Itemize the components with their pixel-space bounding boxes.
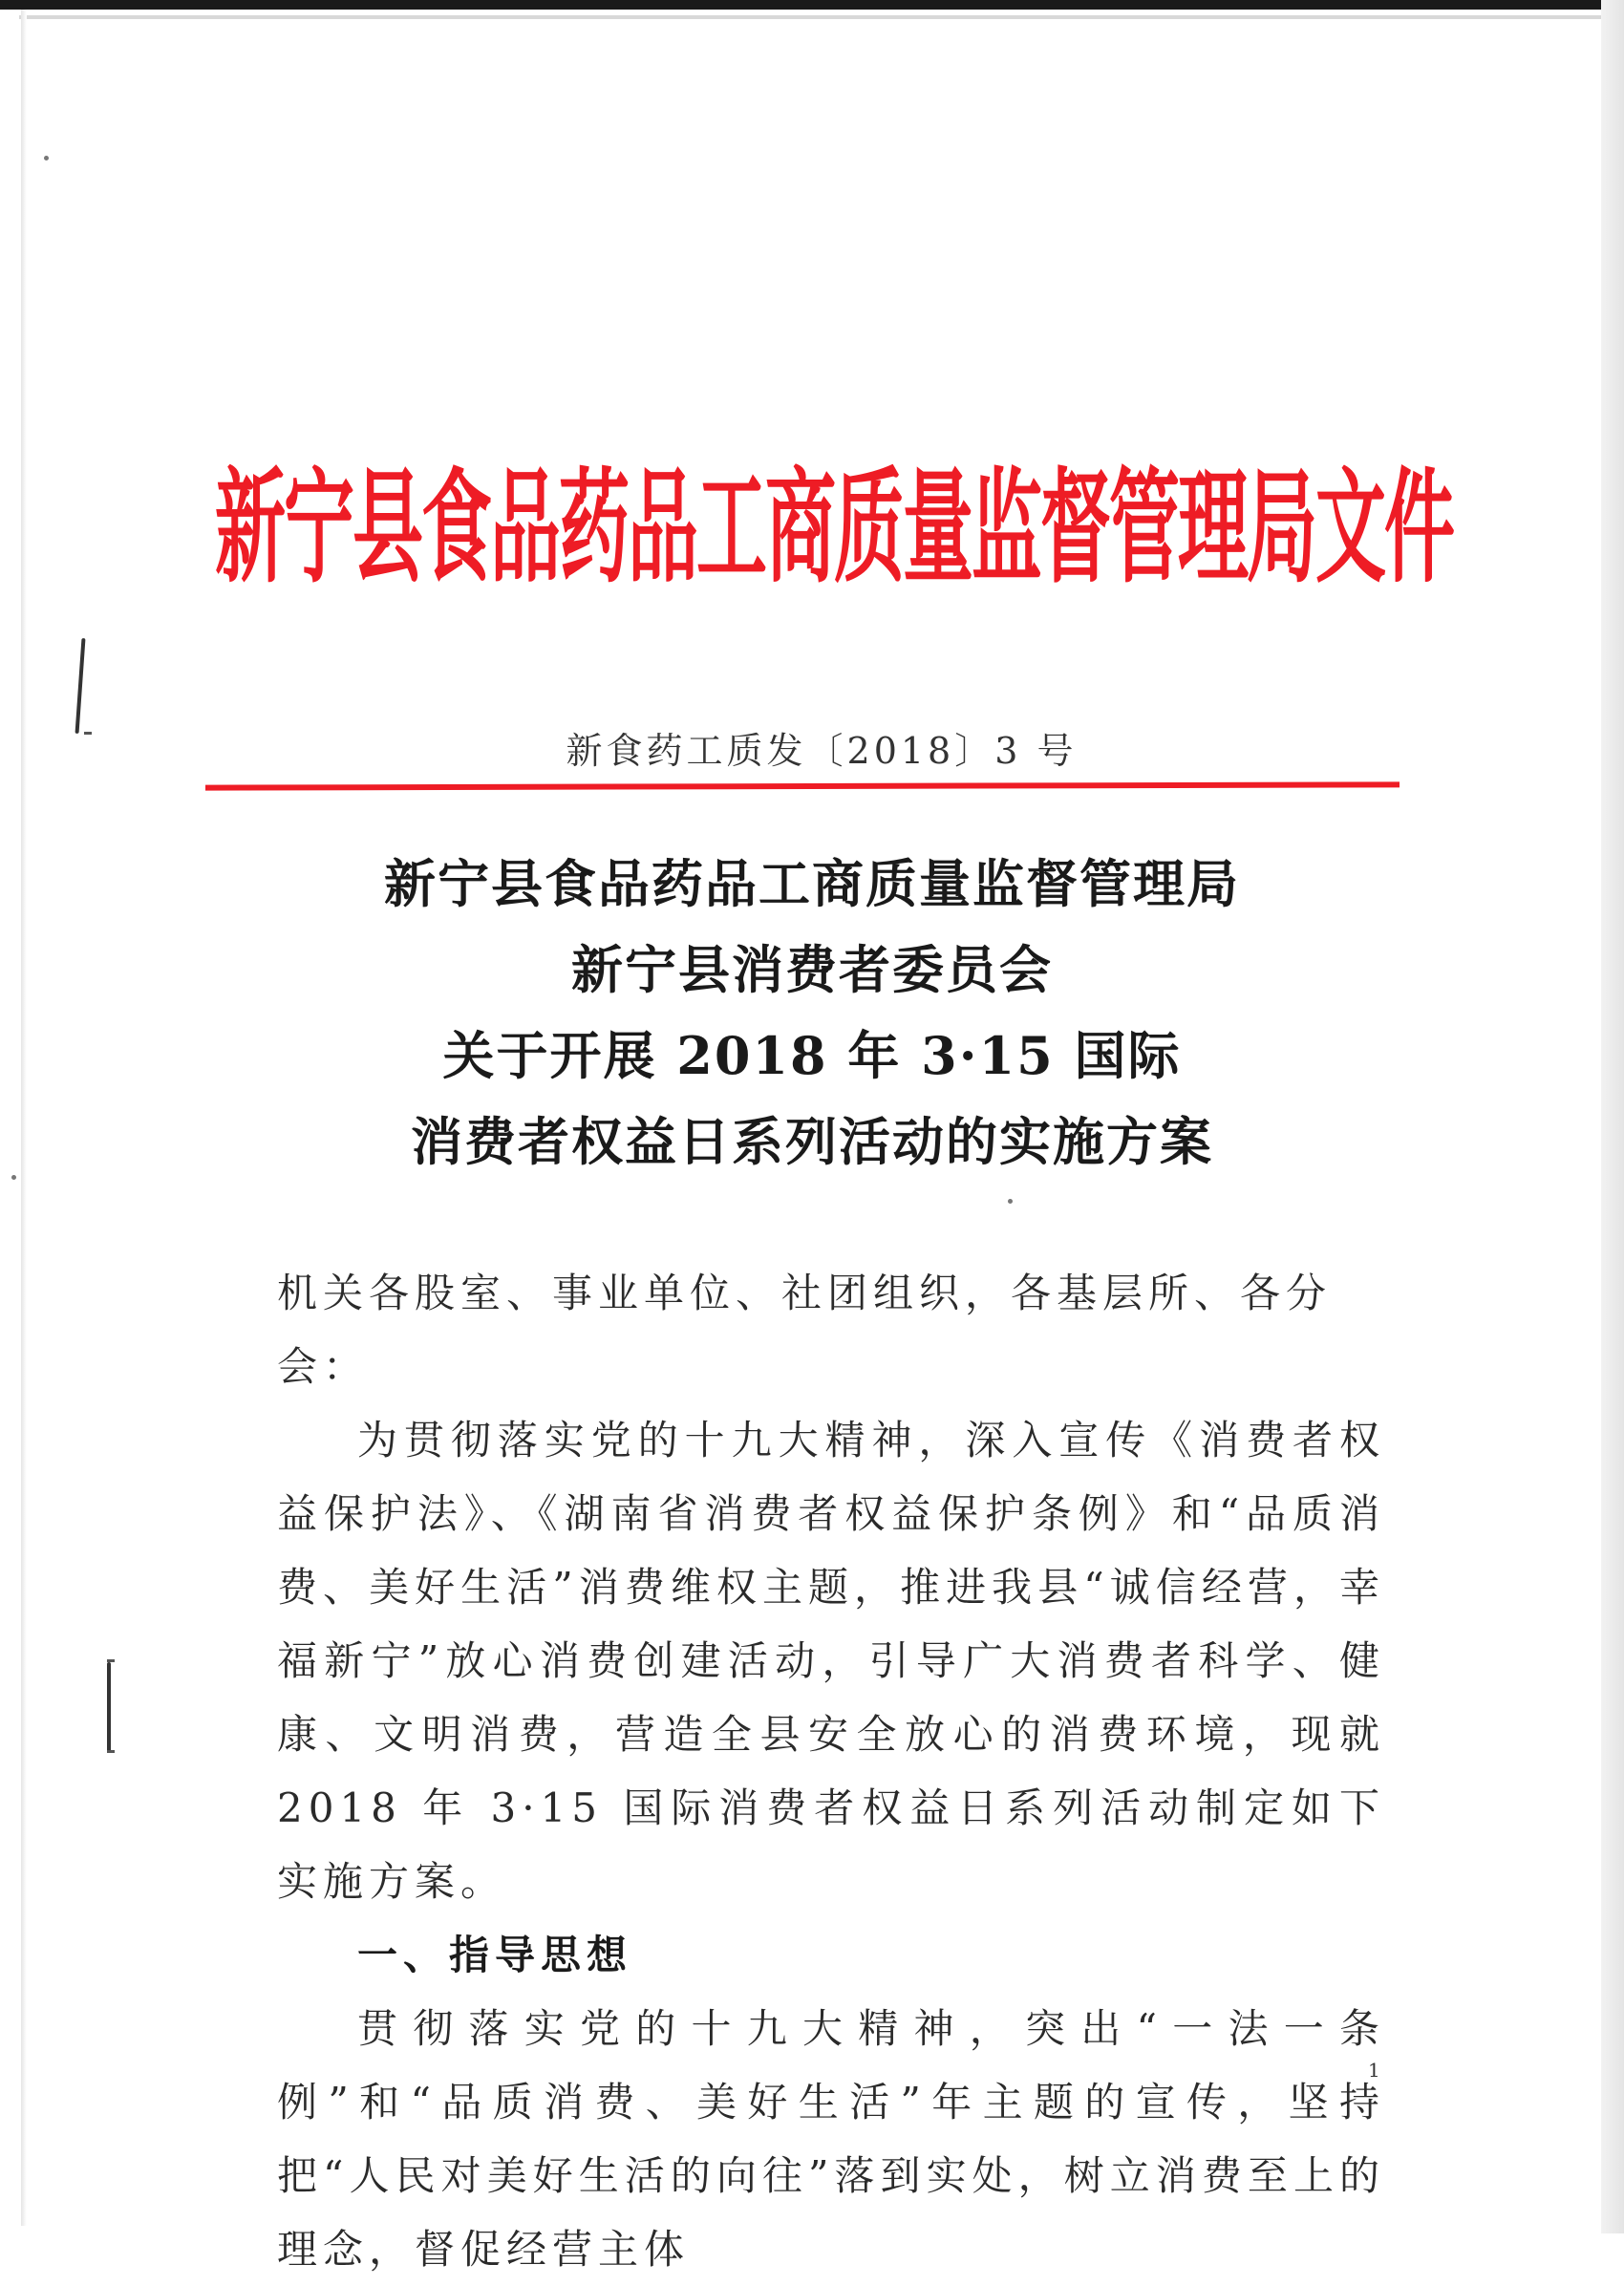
scan-top-edge bbox=[0, 0, 1624, 10]
staple-end bbox=[107, 1659, 115, 1662]
scan-left-shadow bbox=[21, 10, 27, 2226]
page-number: 1 bbox=[1368, 2059, 1380, 2082]
scan-speck bbox=[44, 156, 49, 160]
title-line: 关于开展 2018 年 3·15 国际 bbox=[442, 1025, 1182, 1086]
scan-speck bbox=[11, 1175, 16, 1180]
agency-document-header: 新宁县食品药品工商质量监督管理局文件 bbox=[215, 457, 1453, 601]
title-line: 新宁县消费者委员会 bbox=[571, 939, 1053, 1000]
section-paragraph: 贯彻落实党的十九大精神，突出“一法一条例”和“品质消费、美好生活”年主题的宣传，坚持把“人民对美好生活的向往”落到实处，树立消费至上的理念，督促经营主体 bbox=[277, 2005, 1385, 2273]
scan-speck bbox=[1008, 1199, 1013, 1204]
title-line: 消费者权益日系列活动的实施方案 bbox=[411, 1111, 1213, 1172]
document-number: 新食药工质发〔2018〕3 号 bbox=[566, 730, 1078, 772]
scan-right-edge bbox=[1601, 0, 1624, 2233]
binding-staple bbox=[107, 1662, 111, 1753]
document-title bbox=[239, 841, 1385, 1185]
binding-staple bbox=[75, 638, 86, 734]
intro-paragraph: 为贯彻落实党的十九大精神，深入宣传《消费者权益保护法》、《湖南省消费者权益保护条例》和“品质消费、美好生活”消费维权主题，推进我县“诚信经营，幸福新宁”放心消费创建活动，引导广大消费者科学、健康、文明消费，营造全县安全放心的消费环境，现就 2018 年 3·15 国际消费者权益日系列活动制定如下实施方案。 bbox=[277, 1417, 1385, 1905]
staple-end bbox=[107, 1750, 115, 1753]
staple-end bbox=[84, 732, 92, 735]
scan-top-shadow bbox=[19, 15, 1605, 19]
section-heading: 一、指导思想 bbox=[357, 1932, 633, 1978]
document-body bbox=[277, 1256, 1385, 2286]
title-line: 新宁县食品药品工商质量监督管理局 bbox=[384, 853, 1240, 914]
salutation: 机关各股室、事业单位、社团组织，各基层所、各分会： bbox=[277, 1270, 1333, 1390]
header-divider-line bbox=[205, 781, 1400, 790]
